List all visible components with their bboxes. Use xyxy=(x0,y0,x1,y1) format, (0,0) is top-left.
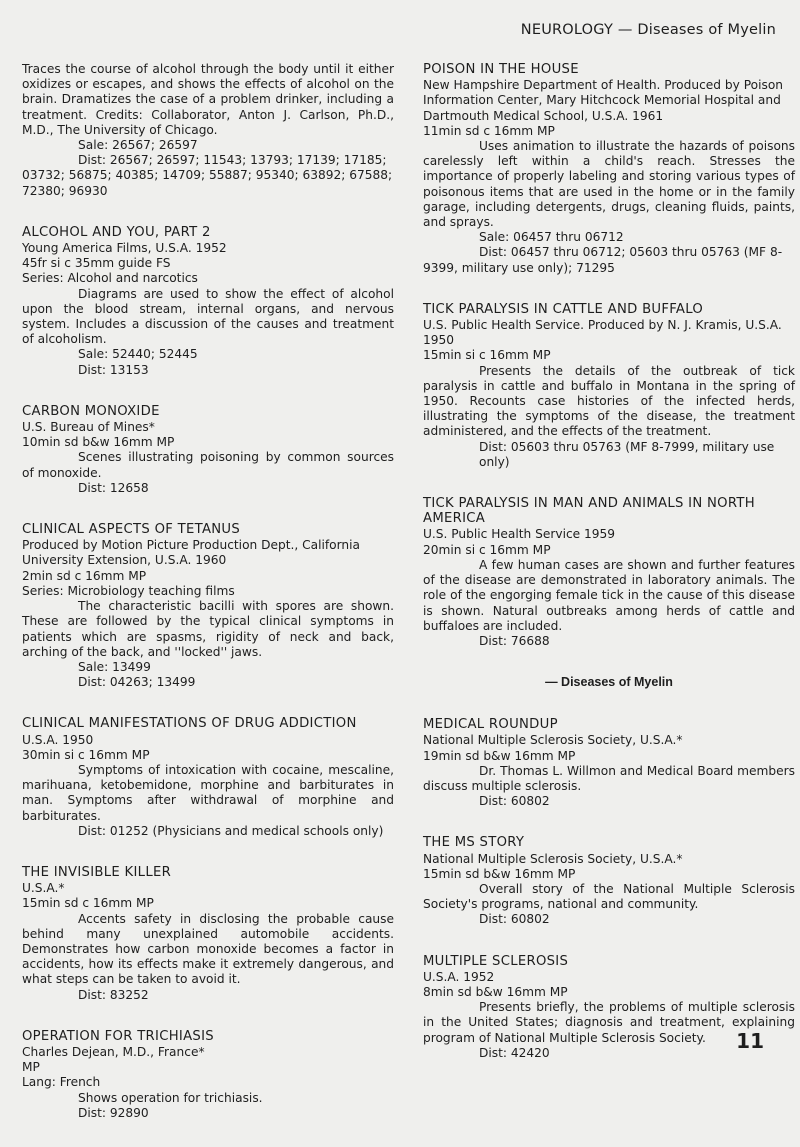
entry-format: 8min sd b&w 16mm MP xyxy=(423,984,568,999)
catalog-entry-alcohol-and-you xyxy=(22,225,394,378)
entry-sale: Sale: 52440; 52445 xyxy=(78,347,198,362)
entry-title: ALCOHOL AND YOU, PART 2 xyxy=(22,224,211,240)
catalog-entry-medical-roundup xyxy=(423,717,795,809)
entry-dist: Dist: 92890 xyxy=(78,1105,149,1120)
catalog-entry-drug-addiction xyxy=(22,716,394,839)
entry-description: Symptoms of intoxication with cocaine, mescaline, marihuana, ketobemidone, morphine and barbiturates in man. Symptoms after withdrawal of morphine and barbiturates. xyxy=(22,762,394,823)
left-column xyxy=(22,62,394,1147)
entry-title: THE MS STORY xyxy=(423,835,525,851)
entry-description: The characteristic bacilli with spores are shown. These are followed by the typical clinical symptoms in patients which are spasms, rigidity of neck and back, arching of the back, and ''locked'' jaws. xyxy=(22,599,394,659)
entry-producer: U.S. Public Health Service. Produced by N. J. Kramis, U.S.A. 1950 xyxy=(423,318,782,348)
entry-title: THE INVISIBLE KILLER xyxy=(22,864,172,880)
entry-format: 15min sd b&w 16mm MP xyxy=(423,866,576,881)
entry-description: Accents safety in disclosing the probable cause behind many unexplained automobile accidents. Demonstrates how carbon monoxide becomes a factor in accidents, how its effects make it extremely dangerous, and what steps can be taken to avoid it. xyxy=(22,911,394,987)
entry-format: 10min sd b&w 16mm MP xyxy=(22,435,175,450)
entry-producer: U.S.A.* xyxy=(22,881,65,896)
entry-dist: Dist: 01252 (Physicians and medical schools only) xyxy=(78,823,384,838)
entry-dist: Dist: 83252 xyxy=(78,987,149,1002)
entry-dist: Dist: 26567; 26597; 11543; 13793; 17139; 17185; 03732; 56875; 40385; 14709; 55887; 95340; 63892; 67588; 72380; 96930 xyxy=(22,153,393,198)
entry-producer: New Hampshire Department of Health. Produced by Poison Information Center, Mary Hitchcock Memorial Hospital and Dartmouth Medical School, U.S.A. 1961 xyxy=(423,78,784,123)
entry-producer: U.S. Public Health Service 1959 xyxy=(423,527,616,542)
entry-series: Series: Microbiology teaching films xyxy=(22,583,235,598)
entry-title: MULTIPLE SCLEROSIS xyxy=(423,953,569,969)
entry-dist: Dist: 60802 xyxy=(479,794,550,809)
entry-language: Lang: French xyxy=(22,1075,101,1090)
entry-format: 45fr si c 35mm guide FS xyxy=(22,256,171,271)
catalog-entry-carbon-monoxide xyxy=(22,404,394,496)
entry-description: Presents briefly, the problems of multiple sclerosis in the United States; diagnosis and treatment, explaining program of National Multiple Sclerosis Society. xyxy=(423,1000,795,1045)
right-column xyxy=(423,62,795,1087)
entry-format: 15min si c 16mm MP xyxy=(423,348,551,363)
entry-title: POISON IN THE HOUSE xyxy=(423,62,579,77)
entry-format: 30min si c 16mm MP xyxy=(22,747,150,762)
entry-sale: Sale: 26567; 26597 xyxy=(78,138,198,153)
section-heading: — Diseases of Myelin xyxy=(545,675,673,690)
entry-format: 20min si c 16mm MP xyxy=(423,542,551,557)
entry-dist: Dist: 04263; 13499 xyxy=(78,675,196,690)
entry-producer: Charles Dejean, M.D., France* xyxy=(22,1044,205,1059)
entry-dist: Dist: 05603 thru 05763 (MF 8-7999, military use only) xyxy=(479,439,775,469)
catalog-entry-trichiasis xyxy=(22,1029,394,1121)
entry-description: Dr. Thomas L. Willmon and Medical Board members discuss multiple sclerosis. xyxy=(423,763,795,793)
entry-producer: National Multiple Sclerosis Society, U.S.A.* xyxy=(423,851,683,866)
entry-title: CLINICAL MANIFESTATIONS OF DRUG ADDICTION xyxy=(22,716,357,732)
entry-format: 15min sd c 16mm MP xyxy=(22,896,154,911)
entry-dist: Dist: 12658 xyxy=(78,480,149,495)
catalog-entry-alcohol-intro xyxy=(22,62,394,199)
entry-description: Traces the course of alcohol through the body until it either oxidizes or escapes, and shows the effects of alcohol on the brain. Dramatizes the case of a problem drinker, including a treatment. Credits: Collaborator, Anton J. Carlson, Ph.D., M.D., The University of Chicago. xyxy=(22,62,394,137)
entry-producer: U.S. Bureau of Mines* xyxy=(22,420,155,435)
entry-format: 2min sd c 16mm MP xyxy=(22,568,147,583)
catalog-entry-invisible-killer xyxy=(22,865,394,1003)
catalog-entry-tetanus xyxy=(22,522,394,690)
entry-producer: Young America Films, U.S.A. 1952 xyxy=(22,241,227,256)
entry-description: Uses animation to illustrate the hazards of poisons carelessly left within a child's reach. Stresses the importance of properly labeling and storing various types of poisonous items that are used in the home or in the family garage, including detergents, drugs, cleaning fluids, paints, and sprays. xyxy=(423,139,795,230)
entry-description: Shows operation for trichiasis. xyxy=(78,1090,263,1105)
entry-dist: Dist: 60802 xyxy=(479,912,550,927)
entry-sale: Sale: 06457 thru 06712 xyxy=(479,230,624,245)
entry-title: CARBON MONOXIDE xyxy=(22,403,160,419)
entry-dist: Dist: 76688 xyxy=(479,633,550,648)
entry-dist: Dist: 13153 xyxy=(78,362,149,377)
entry-producer: National Multiple Sclerosis Society, U.S.A.* xyxy=(423,733,683,748)
entry-producer: Produced by Motion Picture Production Dept., California University Extension, U.S.A. 1960 xyxy=(22,538,361,568)
entry-description: Diagrams are used to show the effect of alcohol upon the blood stream, internal organs, and nervous system. Includes a discussion of the causes and treatment of alcoholism. xyxy=(22,286,394,347)
entry-format: MP xyxy=(22,1060,40,1075)
running-header: NEUROLOGY — Diseases of Myelin xyxy=(520,22,776,38)
page-number: 11 xyxy=(736,1029,764,1053)
entry-dist: Dist: 06457 thru 06712; 05603 thru 05763 (MF 8-9399, military use only); 71295 xyxy=(423,245,783,275)
entry-title: TICK PARALYSIS IN MAN AND ANIMALS IN NORTH AMERICA xyxy=(423,496,755,527)
entry-title: OPERATION FOR TRICHIASIS xyxy=(22,1028,214,1044)
entry-format: 19min sd b&w 16mm MP xyxy=(423,748,576,763)
entry-title: TICK PARALYSIS IN CATTLE AND BUFFALO xyxy=(423,301,704,317)
entry-title: CLINICAL ASPECTS OF TETANUS xyxy=(22,522,241,538)
catalog-entry-ms-story xyxy=(423,835,795,927)
entry-producer: U.S.A. 1952 xyxy=(423,969,495,984)
entry-series: Series: Alcohol and narcotics xyxy=(22,271,198,286)
entry-producer: U.S.A. 1950 xyxy=(22,732,94,747)
catalog-entry-tick-paralysis-man xyxy=(423,496,795,649)
entry-description: Overall story of the National Multiple Sclerosis Society's programs, national and community. xyxy=(423,881,795,912)
entry-title: MEDICAL ROUNDUP xyxy=(423,717,558,733)
entry-format: 11min sd c 16mm MP xyxy=(423,123,555,138)
entry-description: Presents the details of the outbreak of tick paralysis in cattle and buffalo in Montana in the spring of 1950. Recounts case histories of the infected herds, illustrating the symptoms of the disease, the treatment administered, and the effects of the treatment. xyxy=(423,363,795,439)
entry-description: A few human cases are shown and further features of the disease are demonstrated in laboratory animals. The role of the engorging female tick in the cause of this disease is shown. Natural outbreaks among herds of cattle and buffaloes are included. xyxy=(423,557,795,633)
entry-description: Scenes illustrating poisoning by common sources of monoxide. xyxy=(22,450,394,480)
catalog-entry-tick-paralysis-cattle xyxy=(423,302,795,470)
entry-sale: Sale: 13499 xyxy=(78,659,151,674)
catalog-entry-poison-in-the-house xyxy=(423,62,795,276)
entry-dist: Dist: 42420 xyxy=(479,1045,550,1060)
